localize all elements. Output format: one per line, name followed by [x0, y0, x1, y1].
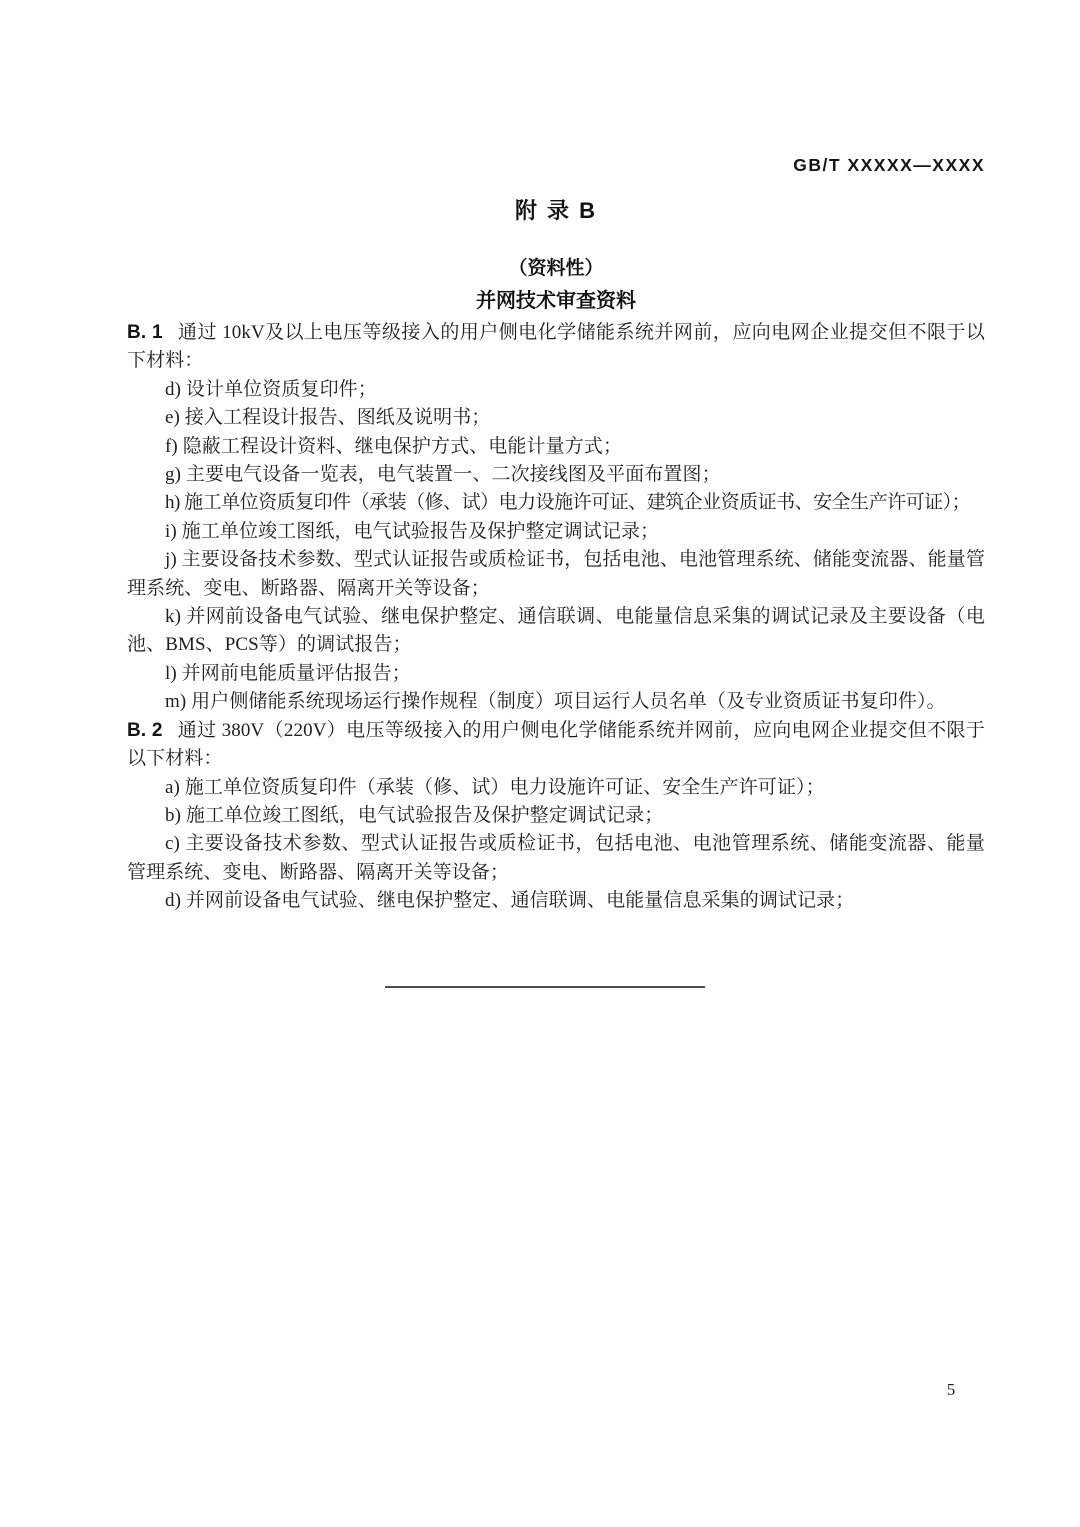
appendix-heading: 并网技术审查资料 — [476, 290, 636, 312]
list-item-b1-i: i) 施工单位竣工图纸，电气试验报告及保护整定调试记录； — [165, 520, 660, 542]
clause-b1-text: 通过 10kV及以上电压等级接入的用户侧电化学储能系统并网前，应向电网企业提交但不限于以下材料： — [127, 322, 986, 372]
appendix-classification: （资料性） — [508, 258, 604, 279]
list-item-b1-k: k) 并网前设备电气试验、继电保护整定、通信联调、电能量信息采集的调试记录及主要设备（电池、BMS、PCS等）的调试报告； — [127, 606, 985, 656]
clause-b1 — [127, 319, 985, 376]
clause-b2 — [127, 717, 985, 774]
list-item-b1-f: f) 隐蔽工程设计资料、继电保护方式、电能计量方式； — [165, 435, 623, 457]
list-item-b1-m: m) 用户侧储能系统现场运行操作规程（制度）项目运行人员名单（及专业资质证书复印件）。 — [165, 691, 946, 713]
list-item-b2-d: d) 并网前设备电气试验、继电保护整定、通信联调、电能量信息采集的调试记录； — [165, 890, 855, 912]
list-item-b1-j: j) 主要设备技术参数、型式认证报告或质检证书，包括电池、电池管理系统、储能变流器、能量管理系统、变电、断路器、隔离开关等设备； — [127, 549, 985, 599]
list-item-b1-g: g) 主要电气设备一览表，电气装置一、二次接线图及平面布置图； — [165, 464, 721, 486]
list-item-b1-h: h) 施工单位资质复印件（承装（修、试）电力设施许可证、建筑企业资质证书、安全生产许可证）； — [165, 492, 971, 514]
list-item-b2-a: a) 施工单位资质复印件（承装（修、试）电力设施许可证、安全生产许可证）； — [165, 776, 825, 798]
document-header — [127, 134, 985, 197]
clause-b1-number: B. 1 — [127, 322, 163, 343]
clause-b2-number: B. 2 — [127, 719, 163, 741]
list-item-b2-c: c) 主要设备技术参数、型式认证报告或质检证书，包括电池、电池管理系统、储能变流器、能量管理系统、变电、断路器、隔离开关等设备； — [127, 833, 985, 883]
appendix-title-block — [127, 196, 985, 314]
list-item-b1-e: e) 接入工程设计报告、图纸及说明书； — [165, 407, 491, 429]
clause-b2-text: 通过 380V（220V）电压等级接入的用户侧电化学储能系统并网前，应向电网企业提交但不限于以下材料： — [127, 719, 985, 770]
list-item-b1-l: l) 并网前电能质量评估报告； — [165, 662, 411, 684]
end-of-document-rule — [385, 986, 705, 988]
standard-number: GB/T XXXXX—XXXX — [793, 155, 985, 175]
list-item-b2-b: b) 施工单位竣工图纸，电气试验报告及保护整定调试记录； — [165, 804, 664, 826]
list-item-b1-d: d) 设计单位资质复印件； — [165, 378, 377, 400]
page-number: 5 — [946, 1380, 956, 1399]
appendix-label: 附 录 B — [514, 198, 598, 223]
document-body — [127, 319, 985, 916]
